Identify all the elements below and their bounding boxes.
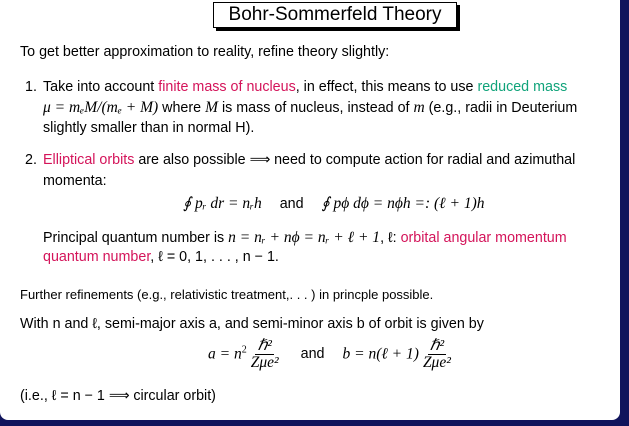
var-M: M <box>205 99 218 116</box>
item-1-text-d: is mass of nucleus, instead of <box>217 100 414 116</box>
item-1-text-c: where <box>158 100 206 116</box>
item-2-highlight-elliptical: Elliptical orbits <box>43 152 135 168</box>
eq-a-lhs: a = n <box>208 345 242 363</box>
item-2-line-4 <box>43 229 567 247</box>
eq-azimuthal-action: ∮ pϕ dϕ = nϕh =: (ℓ + 1)h <box>321 195 485 212</box>
item-1-line-3: slightly smaller than in normal H). <box>43 120 255 136</box>
item-1-line-1 <box>43 79 567 95</box>
slide-title: Bohr-Sommerfeld Theory <box>213 2 457 28</box>
eq-b-lhs: b = n(ℓ + 1) <box>342 345 419 363</box>
further-refinements: Further refinements (e.g., relativistic treatment,. . . ) in princple possible. <box>20 287 434 302</box>
action-equations <box>183 194 485 213</box>
var-m: m <box>413 99 425 116</box>
item-2-line-5 <box>43 249 279 265</box>
eq-radial-action: ∮ pᵣ dr = nᵣh <box>183 195 262 212</box>
highlight-orbital-angular-momentum: orbital angular momentum <box>400 230 567 246</box>
item-1-highlight-finite-mass: finite mass of nucleus <box>158 79 296 95</box>
eq-a-numerator: ℏ² <box>257 337 272 354</box>
intro-text: To get better approximation to reality, refine theory slightly: <box>20 44 390 60</box>
item-2-line-2: momenta: <box>43 173 107 189</box>
eq-axes-and: and <box>300 346 325 363</box>
eq-b-denominator: Zμe² <box>422 354 451 371</box>
item-1-line-2 <box>43 99 577 117</box>
circular-orbit-note: (i.e., ℓ = n − 1 ⟹ circular orbit) <box>20 388 216 404</box>
item-1-text-a: Take into account <box>43 79 159 95</box>
pqn-text-a: Principal quantum number is <box>43 230 229 246</box>
highlight-quantum-number: quantum number <box>43 249 151 265</box>
item-2-text-a: are also possible ⟹ need to compute action for radial and azimuthal <box>134 152 576 168</box>
item-1-number: 1. <box>25 79 37 95</box>
pqn-text-c: , ℓ = 0, 1, . . . , n − 1. <box>150 249 279 265</box>
eq-a-fraction <box>249 338 281 371</box>
eq-a-denominator: Zμe² <box>250 354 279 371</box>
item-1-highlight-reduced-mass: reduced mass <box>477 79 568 95</box>
eq-b-numerator: ℏ² <box>429 337 445 354</box>
axes-intro: With n and ℓ, semi-major axis a, and semi-minor axis b of orbit is given by <box>20 316 484 332</box>
reduced-mass-formula: μ = mₑM/(mₑ + M) <box>43 99 159 116</box>
item-1-text-e: (e.g., radii in Deuterium <box>424 100 578 116</box>
item-2-line-1 <box>43 152 575 168</box>
axes-equations: $a = n^2$ $\frac{\text{ℏ²}}{\text{Zμe²}}$ and b = n(ℓ + 1) $\frac{\text{ℏ²}}{\text{Zμe²}}$ <box>208 337 451 371</box>
pqn-formula: n = nᵣ + nϕ = nᵣ + ℓ + 1 <box>228 229 381 246</box>
item-2-number: 2. <box>25 152 37 168</box>
item-1-text-b: , in effect, this means to use <box>295 79 478 95</box>
pqn-text-b: , ℓ: <box>380 230 401 246</box>
eq-b-fraction <box>421 338 453 371</box>
eq-and: and <box>279 196 304 212</box>
